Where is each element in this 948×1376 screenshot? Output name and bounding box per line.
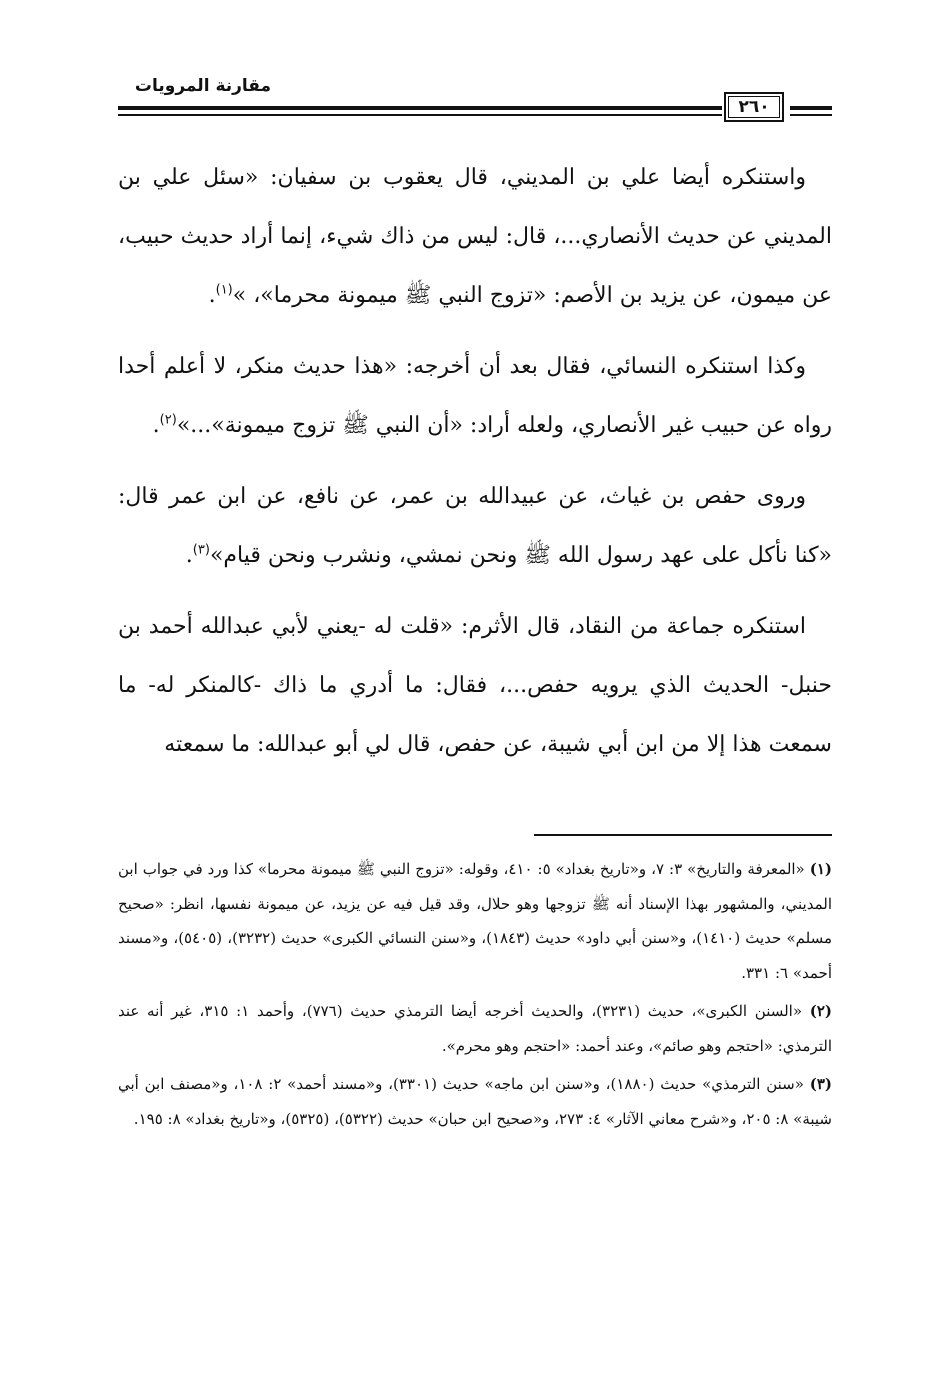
header-rule-thick	[118, 106, 722, 110]
footnote-number: (٣)	[809, 1075, 832, 1093]
page-number: ٢٦٠	[724, 92, 784, 122]
footnotes	[118, 852, 832, 1140]
header-rule-thin	[118, 114, 722, 116]
footnote	[118, 994, 832, 1063]
footnote	[118, 852, 832, 990]
footnote-ref: (٣)	[192, 542, 210, 558]
footnote-ref: (٢)	[159, 412, 177, 428]
paragraph	[118, 467, 832, 585]
paragraph-end: .	[185, 543, 193, 568]
running-header-title: مقارنة المرويات	[134, 76, 272, 96]
paragraph	[118, 337, 832, 455]
paragraph	[118, 597, 832, 774]
footnote-number: (١)	[809, 860, 832, 878]
footnote-number: (٢)	[809, 1002, 832, 1020]
footnote	[118, 1067, 832, 1136]
paragraph-text: وكذا استنكره النسائي، فقال بعد أن أخرجه: «هذا حديث منكر، لا أعلم أحدا رواه عن حبيب غير الأنصاري، ولعله أراد: «أن النبي ﷺ تزوج ميمونة»...»	[118, 354, 832, 438]
footnote-text: «سنن الترمذي» حديث (١٨٨٠)، و«سنن ابن ماجه» حديث (٣٣٠١)، و«مسند أحمد» ٢: ١٠٨، و«مصنف ابن أبي شيبة» ٨: ٢٠٥، و«شرح معاني الآثار» ٤: ٢٧٣، و«صحيح ابن حبان» حديث (٥٣٢٢)، (٥٣٢٥)، و«تاريخ بغداد» ٨: ١٩٥.	[118, 1075, 832, 1128]
main-text	[118, 148, 832, 786]
footnote-text: «السنن الكبرى»، حديث (٣٢٣١)، والحديث أخرجه أيضا الترمذي حديث (٧٧٦)، وأحمد ١: ٣١٥، غير أنه عند الترمذي: «احتجم وهو صائم»، وعند أحمد: «احتجم وهو محرم».	[118, 1002, 832, 1055]
footnote-ref: (١)	[215, 282, 233, 298]
paragraph-text: وروى حفص بن غياث، عن عبيدالله بن عمر، عن نافع، عن ابن عمر قال: «كنا نأكل على عهد رسول الله ﷺ ونحن نمشي، ونشرب ونحن قيام»	[118, 484, 832, 568]
paragraph-text: واستنكره أيضا علي بن المديني، قال يعقوب بن سفيان: «سئل علي بن المديني عن حديث الأنصاري...، قال: ليس من ذاك شيء، إنما أراد حديث حبيب، عن ميمون، عن يزيد بن الأصم: «تزوج النبي ﷺ ميمونة محرما»، »	[118, 165, 832, 308]
paragraph-end: .	[152, 413, 160, 438]
footnote-text: «المعرفة والتاريخ» ٣: ٧، و«تاريخ بغداد» ٥: ٤١٠، وقوله: «تزوج النبي ﷺ ميمونة محرما» كذا ورد في جواب ابن المديني، والمشهور بهذا الإسناد أنه ﷺ تزوجها وهو حلال، وقد قيل فيه عن يزيد، عن ميمونة نفسها، انظر: «صحيح مسلم» حديث (١٤١٠)، و«سنن أبي داود» حديث (١٨٤٣)، و«سنن النسائي الكبرى» حديث (٣٢٣٢)، (٥٤٠٥)، و«مسند أحمد» ٦: ٣٣١.	[118, 860, 832, 982]
header-ornament-thick	[790, 106, 832, 110]
footnote-separator	[534, 834, 832, 836]
paragraph	[118, 148, 832, 325]
paragraph-text: استنكره جماعة من النقاد، قال الأثرم: «قلت له -يعني لأبي عبدالله أحمد بن حنبل- الحديث الذي يرويه حفص...، فقال: ما أدري ما ذاك -كالمنكر له- ما سمعت هذا إلا من ابن أبي شيبة، عن حفص، قال لي أبو عبدالله: ما سمعته	[118, 614, 832, 757]
header-ornament-thin	[790, 114, 832, 116]
paragraph-end: .	[208, 283, 216, 308]
